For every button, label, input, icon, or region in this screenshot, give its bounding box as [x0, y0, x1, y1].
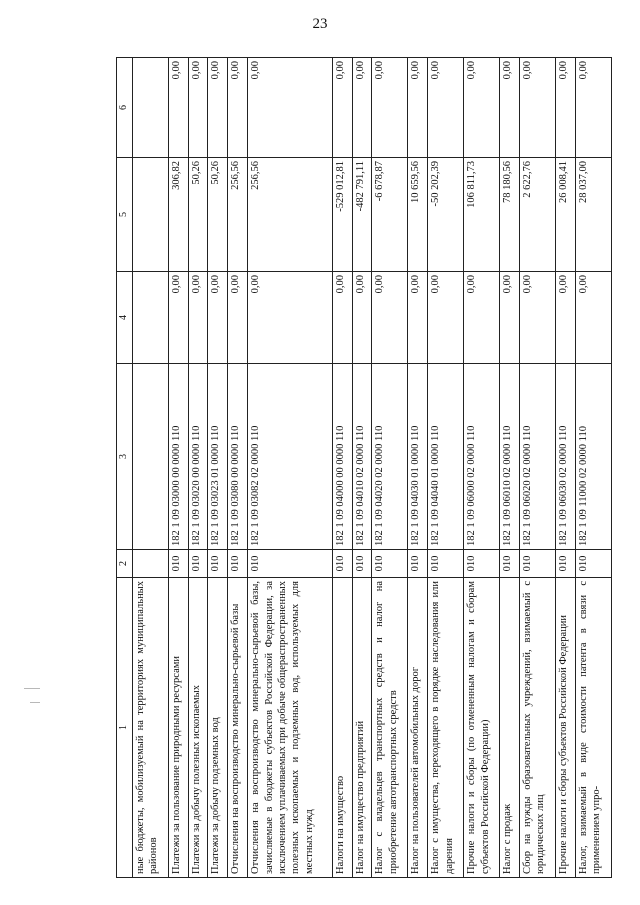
item-name-cell: Отчисления на воспроизводство минерально-сырьевой базы [228, 578, 248, 878]
code-cell: 010 [500, 550, 520, 578]
kbk-cell: 182 1 09 03080 00 0000 110 [228, 364, 248, 550]
table-body [132, 58, 611, 878]
value-cell-col4: 0,00 [500, 272, 520, 364]
table-row [428, 58, 464, 878]
page-number: 23 [312, 16, 328, 32]
table-row [228, 58, 248, 878]
value-cell-col5: 10 659,56 [408, 158, 428, 272]
code-cell: 010 [372, 550, 408, 578]
item-name-cell: Платежи за пользование природными ресурсами [168, 578, 188, 878]
value-cell-col5: 50,26 [208, 158, 228, 272]
item-name-cell: Сбор на нужды образовательных учреждений, взимаемый с юридических лиц [520, 578, 556, 878]
item-name-cell: Налог с имущества, переходящего в порядке наследования или дарения [428, 578, 464, 878]
value-cell-col4: 0,00 [188, 272, 208, 364]
code-cell: 010 [352, 550, 372, 578]
code-cell: 010 [520, 550, 556, 578]
code-cell: 010 [575, 550, 611, 578]
item-name-cell: Налог на имущество предприятий [352, 578, 372, 878]
table-row [408, 58, 428, 878]
kbk-cell [132, 364, 168, 550]
value-cell-col5: -482 791,11 [352, 158, 372, 272]
column-header: 1 [117, 578, 133, 878]
code-cell: 010 [556, 550, 576, 578]
table-row [132, 58, 168, 878]
column-header: 4 [117, 272, 133, 364]
item-name-cell: Налог на пользователей автомобильных дорог [408, 578, 428, 878]
rotated-table-wrapper [116, 58, 612, 878]
value-cell-col6: 0,00 [248, 58, 333, 158]
value-cell-col5: 306,82 [168, 158, 188, 272]
item-name-cell: Платежи за добычу подземных вод [208, 578, 228, 878]
table-row [352, 58, 372, 878]
value-cell-col6: 0,00 [556, 58, 576, 158]
value-cell-col6: 0,00 [464, 58, 500, 158]
table-row [168, 58, 188, 878]
value-cell-col6: 0,00 [575, 58, 611, 158]
table-row [372, 58, 408, 878]
value-cell-col4: 0,00 [408, 272, 428, 364]
value-cell-col4: 0,00 [520, 272, 556, 364]
value-cell-col4: 0,00 [464, 272, 500, 364]
value-cell-col6 [132, 58, 168, 158]
value-cell-col4: 0,00 [228, 272, 248, 364]
code-cell: 010 [168, 550, 188, 578]
code-cell: 010 [428, 550, 464, 578]
code-cell [132, 550, 168, 578]
scan-speck [24, 688, 40, 689]
value-cell-col5: -6 678,87 [372, 158, 408, 272]
kbk-cell: 182 1 09 04000 00 0000 110 [332, 364, 352, 550]
code-cell: 010 [408, 550, 428, 578]
value-cell-col5: 78 180,56 [500, 158, 520, 272]
value-cell-col6: 0,00 [408, 58, 428, 158]
value-cell-col6: 0,00 [500, 58, 520, 158]
value-cell-col6: 0,00 [372, 58, 408, 158]
column-header: 6 [117, 58, 133, 158]
item-name-cell: Отчисления на воспроизводство минерально-сырьевой базы, зачисляемые в бюджеты субъектов Российской Федерации, за исключением уплачиваемых при добыче общераспространенных полезных ископаемых и подземных вод, используемых для местных нужд [248, 578, 333, 878]
value-cell-col5: 26 008,41 [556, 158, 576, 272]
value-cell-col4: 0,00 [556, 272, 576, 364]
table-row [248, 58, 333, 878]
value-cell-col5: 2 622,76 [520, 158, 556, 272]
value-cell-col5: 28 037,00 [575, 158, 611, 272]
kbk-cell: 182 1 09 06020 02 0000 110 [520, 364, 556, 550]
kbk-cell: 182 1 09 03000 00 0000 110 [168, 364, 188, 550]
kbk-cell: 182 1 09 06000 02 0000 110 [464, 364, 500, 550]
code-cell: 010 [332, 550, 352, 578]
kbk-cell: 182 1 09 04030 01 0000 110 [408, 364, 428, 550]
item-name-cell: Налог, взимаемый в виде стоимости патента в связи с применением упро- [575, 578, 611, 878]
item-name-cell: ные бюджеты, мобилизуемый на территориях муниципальных районов [132, 578, 168, 878]
value-cell-col4: 0,00 [428, 272, 464, 364]
value-cell-col5: -529 012,81 [332, 158, 352, 272]
value-cell-col6: 0,00 [520, 58, 556, 158]
item-name-cell: Платежи за добычу полезных ископаемых [188, 578, 208, 878]
item-name-cell: Налоги на имущество [332, 578, 352, 878]
value-cell-col4 [132, 272, 168, 364]
table-row [556, 58, 576, 878]
kbk-cell: 182 1 09 04010 02 0000 110 [352, 364, 372, 550]
value-cell-col6: 0,00 [188, 58, 208, 158]
kbk-cell: 182 1 09 03020 00 0000 110 [188, 364, 208, 550]
item-name-cell: Налог с продаж [500, 578, 520, 878]
code-cell: 010 [188, 550, 208, 578]
value-cell-col5: 256,56 [248, 158, 333, 272]
value-cell-col4: 0,00 [248, 272, 333, 364]
value-cell-col6: 0,00 [208, 58, 228, 158]
code-cell: 010 [248, 550, 333, 578]
value-cell-col4: 0,00 [168, 272, 188, 364]
item-name-cell: Налог с владельцев транспортных средств и налог на приобретение автотранспортных средств [372, 578, 408, 878]
scan-speck [30, 702, 40, 703]
kbk-cell: 182 1 09 03082 02 0000 110 [248, 364, 333, 550]
table-row [188, 58, 208, 878]
kbk-cell: 182 1 09 06010 02 0000 110 [500, 364, 520, 550]
table-row [575, 58, 611, 878]
value-cell-col5 [132, 158, 168, 272]
kbk-cell: 182 1 09 04020 02 0000 110 [372, 364, 408, 550]
value-cell-col6: 0,00 [352, 58, 372, 158]
value-cell-col5: -50 202,39 [428, 158, 464, 272]
value-cell-col4: 0,00 [352, 272, 372, 364]
kbk-cell: 182 1 09 06030 02 0000 110 [556, 364, 576, 550]
code-cell: 010 [228, 550, 248, 578]
value-cell-col4: 0,00 [575, 272, 611, 364]
table-row [332, 58, 352, 878]
value-cell-col5: 106 811,73 [464, 158, 500, 272]
column-header: 3 [117, 364, 133, 550]
item-name-cell: Прочие налоги и сборы (по отмененным налогам и сборам субъектов Российской Федерации) [464, 578, 500, 878]
value-cell-col6: 0,00 [428, 58, 464, 158]
code-cell: 010 [464, 550, 500, 578]
column-header: 2 [117, 550, 133, 578]
value-cell-col4: 0,00 [332, 272, 352, 364]
value-cell-col5: 256,56 [228, 158, 248, 272]
value-cell-col6: 0,00 [332, 58, 352, 158]
value-cell-col4: 0,00 [372, 272, 408, 364]
code-cell: 010 [208, 550, 228, 578]
item-name-cell: Прочие налоги и сборы субъектов Российской Федерации [556, 578, 576, 878]
budget-revenue-table [116, 57, 612, 878]
table-row [500, 58, 520, 878]
table-row [464, 58, 500, 878]
table-row [208, 58, 228, 878]
value-cell-col4: 0,00 [208, 272, 228, 364]
kbk-cell: 182 1 09 11000 02 0000 110 [575, 364, 611, 550]
table-row [520, 58, 556, 878]
value-cell-col6: 0,00 [228, 58, 248, 158]
kbk-cell: 182 1 09 03023 01 0000 110 [208, 364, 228, 550]
value-cell-col6: 0,00 [168, 58, 188, 158]
kbk-cell: 182 1 09 04040 01 0000 110 [428, 364, 464, 550]
column-header: 5 [117, 158, 133, 272]
table-header-row [117, 58, 133, 878]
value-cell-col5: 50,26 [188, 158, 208, 272]
